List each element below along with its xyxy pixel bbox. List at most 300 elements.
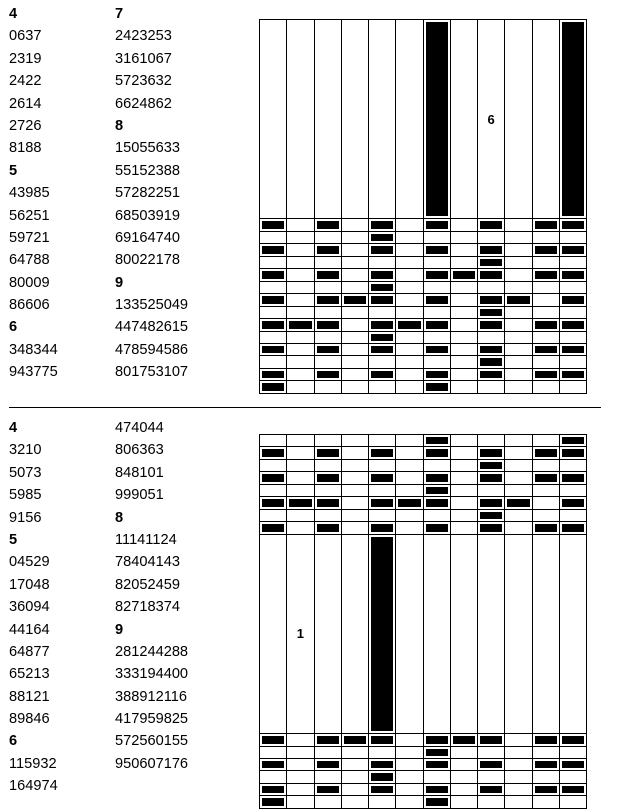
grid-cell[interactable] [532,256,559,268]
grid-cell[interactable] [260,459,287,471]
grid-cell[interactable] [505,231,532,243]
grid-cell[interactable] [532,231,559,243]
grid-cell[interactable] [478,771,505,783]
grid-cell[interactable] [505,281,532,293]
grid-cell[interactable] [369,796,396,809]
grid-cell[interactable] [287,758,314,770]
block-cell[interactable] [423,244,450,256]
block-cell[interactable] [532,522,559,534]
grid-cell[interactable] [396,368,423,380]
grid-cell[interactable] [341,472,368,484]
grid-cell[interactable] [505,796,532,809]
grid-cell[interactable] [260,509,287,521]
grid-cell[interactable] [423,459,450,471]
grid-cell[interactable] [287,796,314,809]
grid-cell[interactable] [423,509,450,521]
block-cell[interactable] [478,783,505,795]
grid-cell[interactable] [341,331,368,343]
block-cell[interactable] [369,771,396,783]
grid-cell[interactable] [450,534,477,733]
block-cell[interactable] [559,269,586,281]
block-cell[interactable] [478,734,505,746]
block-cell[interactable] [369,231,396,243]
block-cell[interactable] [559,497,586,509]
block-cell[interactable] [396,319,423,331]
grid-cell[interactable] [396,758,423,770]
grid-cell[interactable] [559,331,586,343]
block-cell[interactable] [314,319,341,331]
grid-cell[interactable] [369,20,396,219]
grid-cell[interactable] [559,746,586,758]
grid-cell[interactable] [478,231,505,243]
grid-cell[interactable] [505,509,532,521]
grid-cell[interactable] [396,256,423,268]
grid-cell[interactable] [450,497,477,509]
block-cell[interactable] [260,783,287,795]
grid-cell[interactable] [423,281,450,293]
block-cell[interactable] [450,734,477,746]
block-cell[interactable] [532,319,559,331]
grid-cell[interactable] [396,522,423,534]
grid-cell[interactable] [287,734,314,746]
block-cell[interactable] [478,368,505,380]
grid-cell[interactable] [396,484,423,496]
block-cell[interactable] [423,796,450,809]
block-cell[interactable] [314,472,341,484]
grid-cell[interactable] [341,522,368,534]
grid-cell[interactable] [478,746,505,758]
block-cell[interactable] [260,734,287,746]
block-cell[interactable] [287,319,314,331]
grid-cell[interactable] [478,435,505,447]
block-cell[interactable] [314,783,341,795]
grid-cell[interactable] [450,343,477,355]
grid-cell[interactable] [287,20,314,219]
block-cell[interactable] [369,244,396,256]
grid-cell[interactable] [341,484,368,496]
grid-cell[interactable] [450,331,477,343]
block-cell[interactable] [369,294,396,306]
block-cell[interactable] [423,447,450,459]
grid-cell[interactable] [505,746,532,758]
grid-cell[interactable] [450,356,477,368]
block-cell[interactable] [260,219,287,231]
grid-cell[interactable] [341,319,368,331]
block-cell[interactable] [559,343,586,355]
block-cell[interactable] [314,269,341,281]
grid-cell[interactable] [314,796,341,809]
block-cell[interactable] [532,368,559,380]
block-cell[interactable] [559,435,586,447]
grid-cell[interactable] [260,256,287,268]
block-cell[interactable] [369,343,396,355]
grid-cell[interactable] [314,356,341,368]
block-cell[interactable] [559,447,586,459]
given-digit-cell[interactable]: 1 [287,534,314,733]
grid-cell[interactable] [505,343,532,355]
grid-cell[interactable] [505,734,532,746]
grid-cell[interactable] [532,484,559,496]
block-cell[interactable] [478,522,505,534]
grid-cell[interactable] [396,771,423,783]
grid-cell[interactable] [396,534,423,733]
block-cell[interactable] [423,319,450,331]
grid-cell[interactable] [396,20,423,219]
grid-cell[interactable] [314,484,341,496]
grid-cell[interactable] [396,381,423,394]
block-cell[interactable] [532,783,559,795]
grid-cell[interactable] [341,306,368,318]
grid-cell[interactable] [314,746,341,758]
grid-cell[interactable] [287,522,314,534]
grid-cell[interactable] [532,381,559,394]
block-cell[interactable] [423,294,450,306]
grid-cell[interactable] [341,20,368,219]
grid-cell[interactable] [396,231,423,243]
grid-cell[interactable] [369,306,396,318]
grid-cell[interactable] [314,509,341,521]
block-cell[interactable] [532,244,559,256]
grid-cell[interactable] [478,484,505,496]
grid-cell[interactable] [260,331,287,343]
grid-cell[interactable] [559,281,586,293]
block-cell[interactable] [478,269,505,281]
block-cell[interactable] [559,319,586,331]
block-cell[interactable] [478,343,505,355]
block-cell[interactable] [478,306,505,318]
grid-cell[interactable] [559,356,586,368]
grid-cell[interactable] [287,343,314,355]
block-cell[interactable] [314,758,341,770]
block-cell[interactable] [478,472,505,484]
block-cell[interactable] [423,497,450,509]
block-cell[interactable] [260,447,287,459]
grid-cell[interactable] [532,331,559,343]
block-cell[interactable] [478,219,505,231]
given-digit-cell[interactable]: 6 [478,20,505,219]
grid-cell[interactable] [532,459,559,471]
grid-cell[interactable] [287,746,314,758]
block-cell[interactable] [559,472,586,484]
grid-cell[interactable] [450,783,477,795]
grid-cell[interactable] [341,509,368,521]
block-cell[interactable] [478,497,505,509]
block-cell[interactable] [423,435,450,447]
block-cell[interactable] [423,20,450,219]
block-cell[interactable] [505,497,532,509]
grid-cell[interactable] [314,771,341,783]
grid-cell[interactable] [505,306,532,318]
block-cell[interactable] [369,219,396,231]
grid-cell[interactable] [505,459,532,471]
block-cell[interactable] [532,343,559,355]
grid-cell[interactable] [450,435,477,447]
grid-cell[interactable] [260,356,287,368]
grid-cell[interactable] [396,294,423,306]
block-cell[interactable] [314,734,341,746]
grid-cell[interactable] [341,281,368,293]
block-cell[interactable] [478,256,505,268]
block-cell[interactable] [314,244,341,256]
grid-cell[interactable] [423,256,450,268]
grid-cell[interactable] [341,244,368,256]
block-cell[interactable] [369,331,396,343]
block-cell[interactable] [532,758,559,770]
grid-cell[interactable] [396,746,423,758]
grid-cell[interactable] [287,281,314,293]
grid-cell[interactable] [369,435,396,447]
block-cell[interactable] [423,219,450,231]
grid-cell[interactable] [287,447,314,459]
grid-cell[interactable] [369,459,396,471]
grid-cell[interactable] [396,734,423,746]
grid-cell[interactable] [505,368,532,380]
grid-cell[interactable] [341,269,368,281]
grid-cell[interactable] [559,771,586,783]
grid-cell[interactable] [505,269,532,281]
grid-cell[interactable] [450,256,477,268]
grid-cell[interactable] [396,447,423,459]
block-cell[interactable] [478,244,505,256]
block-cell[interactable] [559,219,586,231]
block-cell[interactable] [532,269,559,281]
grid-cell[interactable] [532,796,559,809]
grid-cell[interactable] [532,306,559,318]
grid-cell[interactable] [450,231,477,243]
grid-cell[interactable] [450,447,477,459]
block-cell[interactable] [423,734,450,746]
block-cell[interactable] [369,497,396,509]
block-cell[interactable] [423,381,450,394]
grid-cell[interactable] [341,343,368,355]
grid-cell[interactable] [260,231,287,243]
grid-cell[interactable] [396,356,423,368]
grid-cell[interactable] [369,484,396,496]
grid-cell[interactable] [559,256,586,268]
block-cell[interactable] [532,734,559,746]
grid-cell[interactable] [287,509,314,521]
grid-cell[interactable] [260,306,287,318]
block-cell[interactable] [260,497,287,509]
block-cell[interactable] [369,734,396,746]
grid-cell[interactable] [287,771,314,783]
block-cell[interactable] [369,534,396,733]
grid-cell[interactable] [505,331,532,343]
grid-cell[interactable] [450,381,477,394]
block-cell[interactable] [396,497,423,509]
grid-cell[interactable] [450,20,477,219]
block-cell[interactable] [369,522,396,534]
grid-cell[interactable] [287,356,314,368]
grid-cell[interactable] [478,796,505,809]
grid-cell[interactable] [396,269,423,281]
grid-cell[interactable] [341,435,368,447]
block-cell[interactable] [423,746,450,758]
grid-cell[interactable] [341,783,368,795]
block-cell[interactable] [423,269,450,281]
grid-cell[interactable] [314,459,341,471]
block-cell[interactable] [559,244,586,256]
grid-cell[interactable] [341,356,368,368]
grid-cell[interactable] [532,746,559,758]
grid-cell[interactable] [505,534,532,733]
grid-cell[interactable] [341,758,368,770]
block-cell[interactable] [478,319,505,331]
grid-cell[interactable] [450,244,477,256]
grid-cell[interactable] [450,368,477,380]
grid-cell[interactable] [505,319,532,331]
block-cell[interactable] [423,368,450,380]
grid-cell[interactable] [423,534,450,733]
block-cell[interactable] [532,219,559,231]
block-cell[interactable] [505,294,532,306]
grid-cell[interactable] [505,771,532,783]
grid-cell[interactable] [341,497,368,509]
grid-cell[interactable] [314,435,341,447]
grid-cell[interactable] [396,343,423,355]
grid-cell[interactable] [532,509,559,521]
block-cell[interactable] [369,368,396,380]
grid-cell[interactable] [505,219,532,231]
grid-cell[interactable] [450,509,477,521]
grid-cell[interactable] [505,435,532,447]
grid-cell[interactable] [341,746,368,758]
grid-cell[interactable] [396,783,423,795]
grid-cell[interactable] [423,306,450,318]
grid-cell[interactable] [532,356,559,368]
grid-cell[interactable] [505,356,532,368]
block-cell[interactable] [260,294,287,306]
grid-cell[interactable] [450,319,477,331]
block-cell[interactable] [478,758,505,770]
grid-cell[interactable] [478,534,505,733]
grid-cell[interactable] [287,269,314,281]
grid-cell[interactable] [341,771,368,783]
block-cell[interactable] [260,368,287,380]
grid-cell[interactable] [341,219,368,231]
grid-cell[interactable] [450,758,477,770]
grid-cell[interactable] [287,244,314,256]
block-cell[interactable] [260,796,287,809]
grid-cell[interactable] [559,459,586,471]
block-cell[interactable] [478,459,505,471]
block-cell[interactable] [369,269,396,281]
grid-cell[interactable] [396,244,423,256]
grid-cell[interactable] [450,771,477,783]
grid-cell[interactable] [423,356,450,368]
grid-cell[interactable] [396,281,423,293]
grid-cell[interactable] [559,509,586,521]
grid-cell[interactable] [287,459,314,471]
block-cell[interactable] [287,497,314,509]
block-cell[interactable] [559,758,586,770]
block-cell[interactable] [478,294,505,306]
grid-cell[interactable] [287,306,314,318]
grid-cell[interactable] [260,484,287,496]
block-cell[interactable] [341,294,368,306]
grid-cell[interactable] [450,281,477,293]
grid-cell[interactable] [505,244,532,256]
block-cell[interactable] [369,758,396,770]
block-cell[interactable] [260,343,287,355]
grid-cell[interactable] [505,522,532,534]
block-cell[interactable] [260,758,287,770]
grid-cell[interactable] [505,20,532,219]
grid-cell[interactable] [505,472,532,484]
block-cell[interactable] [559,783,586,795]
block-cell[interactable] [478,509,505,521]
grid-cell[interactable] [260,20,287,219]
grid-cell[interactable] [287,256,314,268]
grid-cell[interactable] [396,306,423,318]
block-cell[interactable] [559,368,586,380]
grid-cell[interactable] [505,256,532,268]
block-cell[interactable] [369,783,396,795]
grid-cell[interactable] [532,281,559,293]
grid-cell[interactable] [532,534,559,733]
grid-cell[interactable] [450,472,477,484]
grid-cell[interactable] [341,231,368,243]
grid-cell[interactable] [314,256,341,268]
block-cell[interactable] [532,447,559,459]
grid-cell[interactable] [341,381,368,394]
block-cell[interactable] [532,472,559,484]
grid-cell[interactable] [396,219,423,231]
block-cell[interactable] [423,484,450,496]
grid-cell[interactable] [396,435,423,447]
grid-cell[interactable] [341,534,368,733]
grid-cell[interactable] [559,231,586,243]
block-cell[interactable] [260,381,287,394]
block-cell[interactable] [314,522,341,534]
grid-cell[interactable] [559,306,586,318]
grid-cell[interactable] [369,746,396,758]
grid-cell[interactable] [478,381,505,394]
grid-cell[interactable] [450,522,477,534]
block-cell[interactable] [559,294,586,306]
block-cell[interactable] [423,343,450,355]
grid-cell[interactable] [505,381,532,394]
grid-cell[interactable] [260,281,287,293]
block-cell[interactable] [260,244,287,256]
grid-cell[interactable] [287,783,314,795]
grid-cell[interactable] [314,281,341,293]
grid-cell[interactable] [532,435,559,447]
grid-cell[interactable] [369,356,396,368]
grid-cell[interactable] [287,231,314,243]
block-cell[interactable] [260,472,287,484]
block-cell[interactable] [260,269,287,281]
grid-cell[interactable] [559,534,586,733]
grid-cell[interactable] [287,472,314,484]
grid-cell[interactable] [505,758,532,770]
block-cell[interactable] [423,472,450,484]
grid-cell[interactable] [314,20,341,219]
grid-cell[interactable] [260,534,287,733]
grid-cell[interactable] [532,497,559,509]
grid-cell[interactable] [314,534,341,733]
grid-cell[interactable] [396,509,423,521]
grid-cell[interactable] [341,447,368,459]
block-cell[interactable] [369,472,396,484]
grid-cell[interactable] [450,484,477,496]
block-cell[interactable] [450,269,477,281]
grid-cell[interactable] [369,256,396,268]
block-cell[interactable] [559,522,586,534]
block-cell[interactable] [369,281,396,293]
grid-cell[interactable] [260,771,287,783]
grid-cell[interactable] [450,219,477,231]
